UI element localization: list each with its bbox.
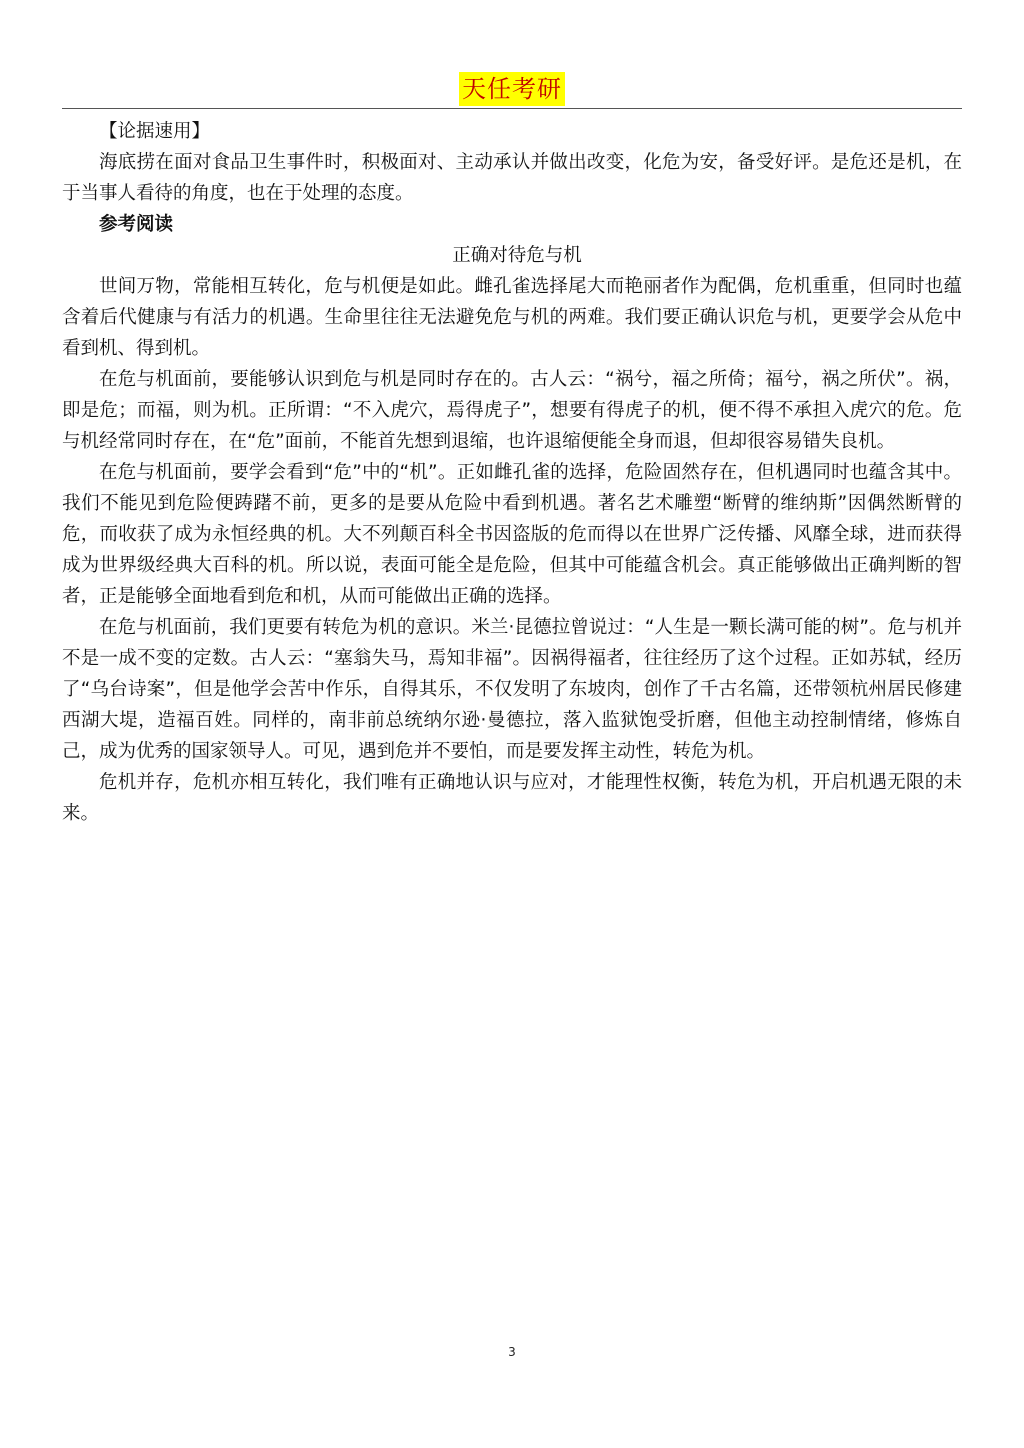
reference-reading-heading: 参考阅读	[99, 214, 174, 235]
page-number: 3	[508, 1345, 516, 1359]
article-paragraph: 在危与机面前，要能够认识到危与机是同时存在的。古人云：“祸兮，福之所倚；福兮，祸之所伏”。祸，即是危；而福，则为机。正所谓：“不入虎穴，焉得虎子”，想要有得虎子的机，便不得不承担入虎穴的危。危与机经常同时存在，在“危”面前，不能首先想到退缩，也许退缩便能全身而退，但却很容易错失良机。	[62, 369, 962, 452]
argument-summary: 海底捞在面对食品卫生事件时，积极面对、主动承认并做出改变，化危为安，备受好评。是危还是机，在于当事人看待的角度，也在于处理的态度。	[62, 152, 962, 204]
article-title: 正确对待危与机	[452, 245, 582, 266]
article-paragraph: 在危与机面前，我们更要有转危为机的意识。米兰·昆德拉曾说过：“人生是一颗长满可能的树”。危与机并不是一成不变的定数。古人云：“塞翁失马，焉知非福”。因祸得福者，往往经历了这个过程。正如苏轼，经历了“乌台诗案”，但是他学会苦中作乐，自得其乐，不仅发明了东坡肉，创作了千古名篇，还带领杭州居民修建西湖大堤，造福百姓。同样的，南非前总统纳尔逊·曼德拉，落入监狱饱受折磨，但他主动控制情绪，修炼自己，成为优秀的国家领导人。可见，遇到危并不要怕，而是要发挥主动性，转危为机。	[62, 617, 962, 762]
brand-logo-text: 天任考研	[459, 72, 565, 106]
document-body	[62, 116, 962, 829]
article-paragraph: 在危与机面前，要学会看到“危”中的“机”。正如雌孔雀的选择，危险固然存在，但机遇同时也蕴含其中。我们不能见到危险便踌躇不前，更多的是要从危险中看到机遇。著名艺术雕塑“断臂的维纳斯”因偶然断臂的危，而收获了成为永恒经典的机。大不列颠百科全书因盗版的危而得以在世界广泛传播、风靡全球，进而获得成为世界级经典大百科的机。所以说，表面可能全是危险，但其中可能蕴含机会。真正能够做出正确判断的智者，正是能够全面地看到危和机，从而可能做出正确的选择。	[62, 462, 962, 607]
article-paragraph: 世间万物，常能相互转化，危与机便是如此。雌孔雀选择尾大而艳丽者作为配偶，危机重重，但同时也蕴含着后代健康与有活力的机遇。生命里往往无法避免危与机的两难。我们要正确认识危与机，更要学会从危中看到机、得到机。	[62, 276, 962, 359]
section-label: 【论据速用】	[99, 121, 211, 142]
article-paragraph: 危机并存，危机亦相互转化，我们唯有正确地认识与应对，才能理性权衡，转危为机，开启机遇无限的未来。	[62, 772, 962, 824]
page-header	[0, 72, 1024, 106]
header-divider	[62, 108, 962, 109]
